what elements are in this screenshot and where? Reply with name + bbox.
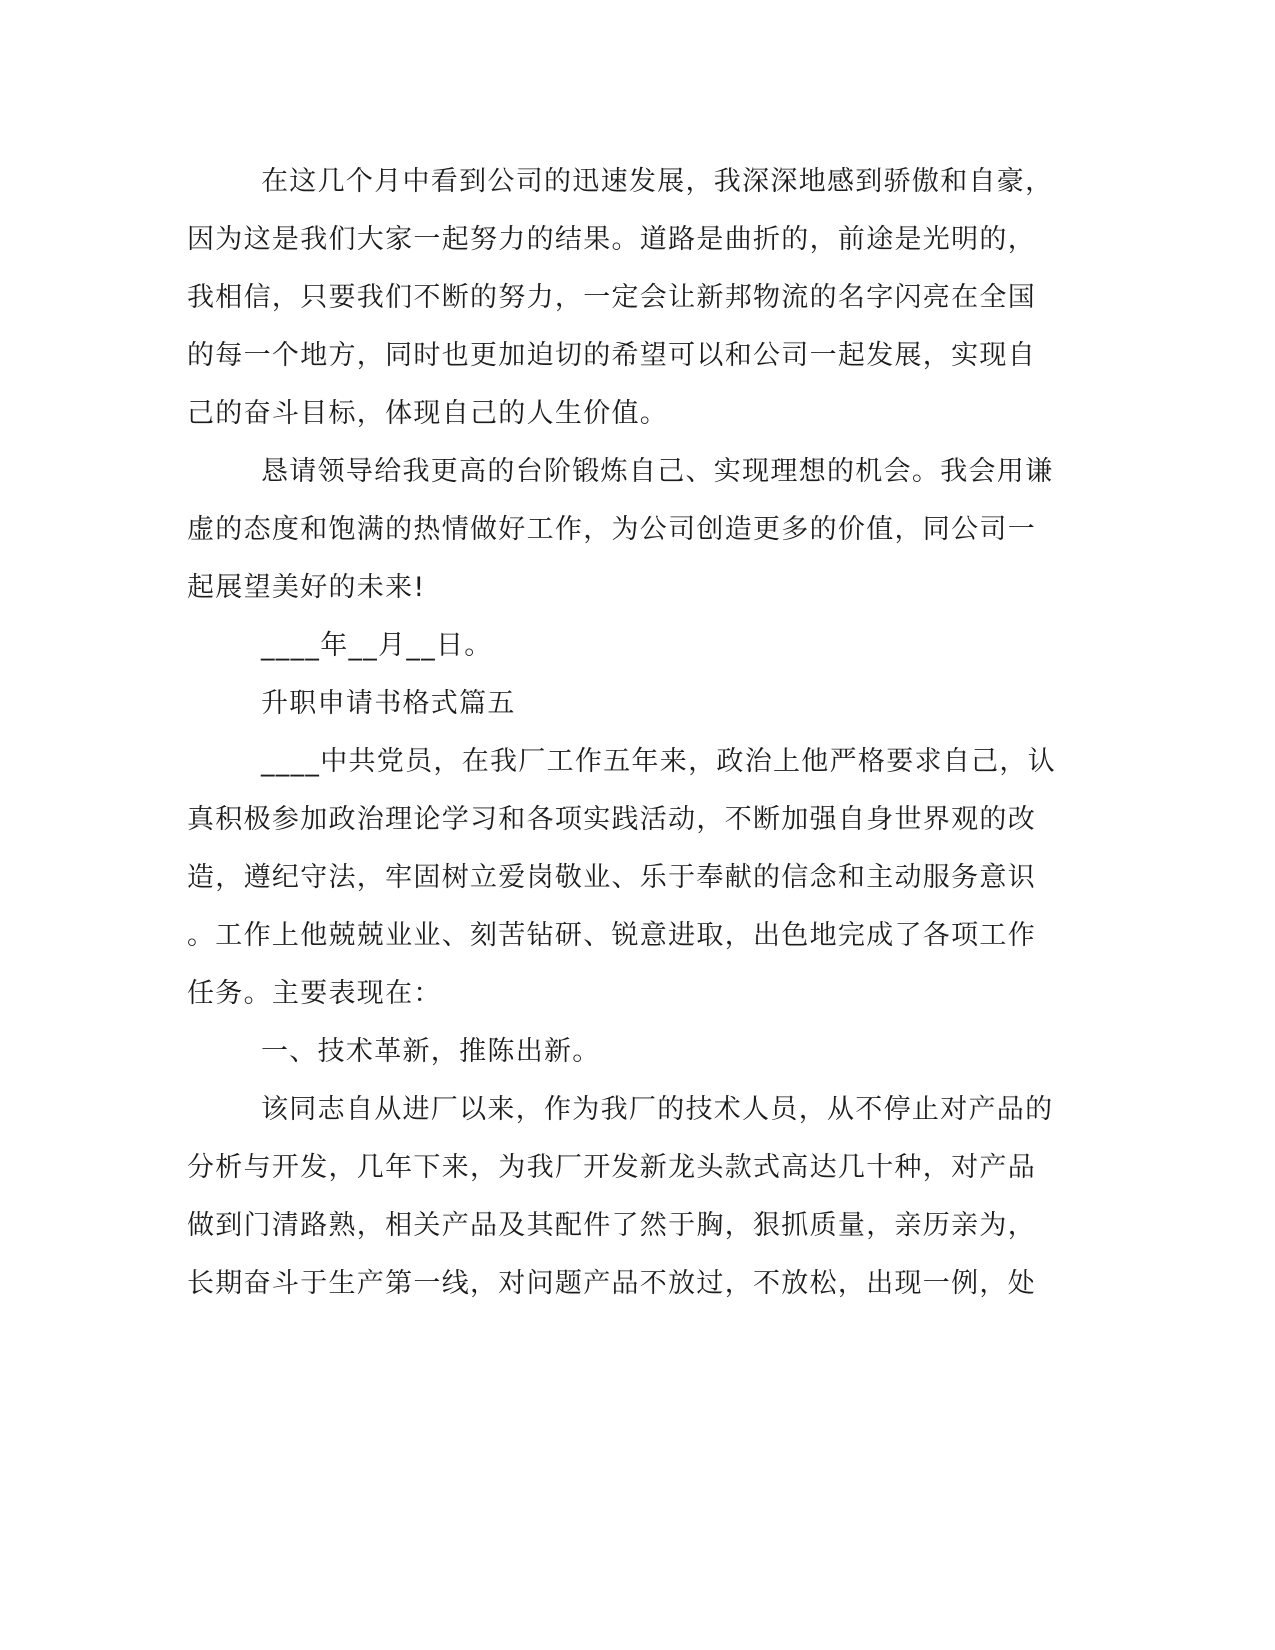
text-line: 长期奋斗于生产第一线，对问题产品不放过，不放松，出现一例，处 bbox=[187, 1268, 1036, 1299]
text-line: 因为这是我们大家一起努力的结果。道路是曲折的，前途是光明的， bbox=[187, 224, 1036, 255]
text-line: ____中共党员，在我厂工作五年来，政治上他严格要求自己，认 bbox=[261, 746, 1056, 777]
text-line: 分析与开发，几年下来，为我厂开发新龙头款式高达几十种，对产品 bbox=[187, 1152, 1036, 1183]
text-line: 造，遵纪守法，牢固树立爱岗敬业、乐于奉献的信念和主动服务意识 bbox=[187, 862, 1036, 893]
text-line: 任务。主要表现在： bbox=[187, 978, 442, 1009]
text-line: 起展望美好的未来! bbox=[187, 572, 426, 603]
text-line: 在这几个月中看到公司的迅速发展，我深深地感到骄傲和自豪， bbox=[261, 166, 1054, 197]
date-line: ____年__月__日。 bbox=[261, 630, 493, 661]
text-line: 真积极参加政治理论学习和各项实践活动，不断加强自身世界观的改 bbox=[187, 804, 1036, 835]
text-line: 该同志自从进厂以来，作为我厂的技术人员，从不停止对产品的 bbox=[261, 1094, 1054, 1125]
text-line: 的每一个地方，同时也更加迫切的希望可以和公司一起发展，实现自 bbox=[187, 340, 1036, 371]
text-line: 做到门清路熟，相关产品及其配件了然于胸，狠抓质量，亲历亲为， bbox=[187, 1210, 1036, 1241]
text-line: 虚的态度和饱满的热情做好工作，为公司创造更多的价值，同公司一 bbox=[187, 514, 1036, 545]
text-line: 己的奋斗目标，体现自己的人生价值。 bbox=[187, 398, 669, 429]
section-heading: 升职申请书格式篇五 bbox=[261, 688, 516, 719]
text-line: 。工作上他兢兢业业、刻苦钻研、锐意进取，出色地完成了各项工作 bbox=[187, 920, 1036, 951]
subheading: 一、技术革新，推陈出新。 bbox=[261, 1036, 601, 1067]
text-line: 我相信，只要我们不断的努力，一定会让新邦物流的名字闪亮在全国 bbox=[187, 282, 1036, 313]
text-line: 恳请领导给我更高的台阶锻炼自己、实现理想的机会。我会用谦 bbox=[261, 456, 1054, 487]
